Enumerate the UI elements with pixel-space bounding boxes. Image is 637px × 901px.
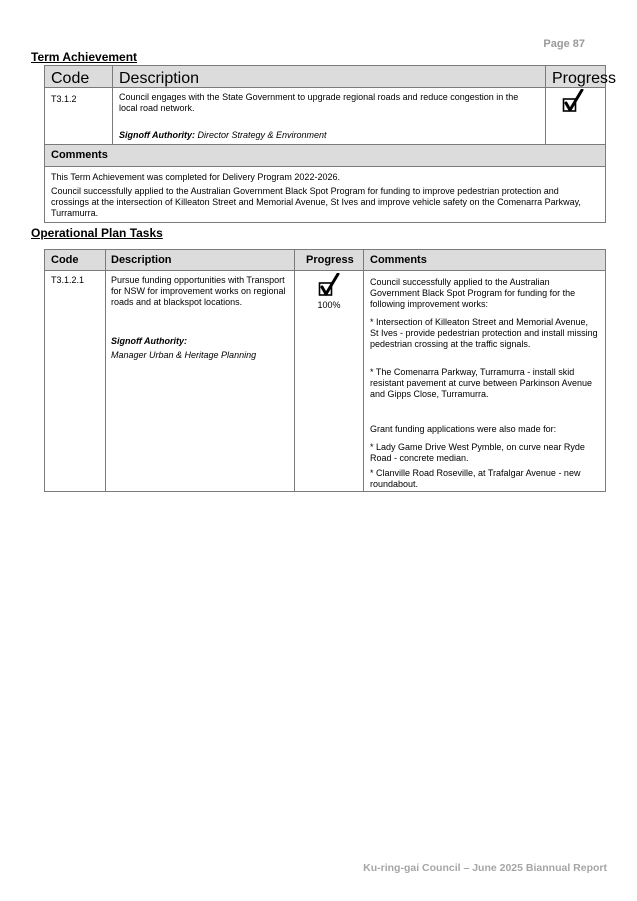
column-divider xyxy=(112,66,113,145)
term-achievement-heading: Term Achievement xyxy=(31,50,138,64)
task-progress-percent: 100% xyxy=(317,300,341,310)
page-number: Page 87 xyxy=(543,38,585,50)
task-comment: * Clanville Road Roseville, at Trafalgar Avenue - new roundabout. xyxy=(370,468,581,489)
task-signoff-label xyxy=(111,336,187,347)
term-code: T3.1.2 xyxy=(51,94,77,104)
column-divider xyxy=(294,250,295,491)
column-header-progress: Progress xyxy=(306,254,354,266)
column-divider xyxy=(363,250,364,491)
column-header-code: Code xyxy=(51,254,79,266)
term-comment: Council successfully applied to the Australian Government Black Spot Program for funding to improve pedestrian protection and crossings at the intersection of Killeaton Street and Memorial Avenue, St Ives and improve vehicle safety on the Comenarra Parkway, Turramurra. xyxy=(51,186,581,218)
footer: Ku-ring-gai Council – June 2025 Biannual Report xyxy=(363,862,607,874)
term-comment: This Term Achievement was completed for Delivery Program 2022-2026. xyxy=(51,172,340,182)
comments-heading: Comments xyxy=(51,149,108,161)
task-comment: * Lady Game Drive West Pymble, on curve near Ryde Road - concrete median. xyxy=(370,442,585,463)
operational-plan-heading: Operational Plan Tasks xyxy=(31,226,163,240)
term-achievement-table xyxy=(44,65,617,223)
task-comment: * Intersection of Killeaton Street and Memorial Avenue, St Ives - provide pedestrian protection and install missing pedestrian crossing at the traffic signals. xyxy=(370,317,598,349)
term-table-header xyxy=(45,66,617,88)
task-comment: Grant funding applications were also made for: xyxy=(370,424,557,434)
checkbox-tick-icon xyxy=(318,273,340,299)
signoff-label: Signoff Authority: xyxy=(119,130,195,140)
signoff-value: Director Strategy & Environment xyxy=(195,130,327,140)
comments-header xyxy=(45,144,605,167)
column-header-description: Description xyxy=(119,70,200,87)
signoff-label: Signoff Authority: xyxy=(111,336,187,346)
task-code: T3.1.2.1 xyxy=(51,275,85,285)
term-signoff xyxy=(119,130,327,141)
column-header-description: Description xyxy=(111,254,172,266)
checkbox-tick-icon xyxy=(562,89,584,115)
operational-plan-table xyxy=(44,249,606,492)
task-comment: Council successfully applied to the Australian Government Black Spot Program for funding for the following improvement works: xyxy=(370,277,576,309)
task-description: Pursue funding opportunities with Transport for NSW for improvement works on regional roads and at blackspot locations. xyxy=(111,275,286,307)
column-header-comments: Comments xyxy=(370,254,427,266)
column-header-progress: Progress xyxy=(552,70,617,87)
ops-table-header xyxy=(45,250,605,271)
column-header-code: Code xyxy=(51,70,90,87)
signoff-value: Manager Urban & Heritage Planning xyxy=(111,350,257,360)
task-comment: * The Comenarra Parkway, Turramurra - install skid resistant pavement at curve between Parkinson Avenue and Gipps Close, Turramurra. xyxy=(370,367,592,399)
task-signoff-name xyxy=(111,350,256,361)
column-divider xyxy=(545,66,546,145)
term-description: Council engages with the State Government to upgrade regional roads and reduce congestion in the local road network. xyxy=(119,92,519,113)
column-divider xyxy=(105,250,106,491)
